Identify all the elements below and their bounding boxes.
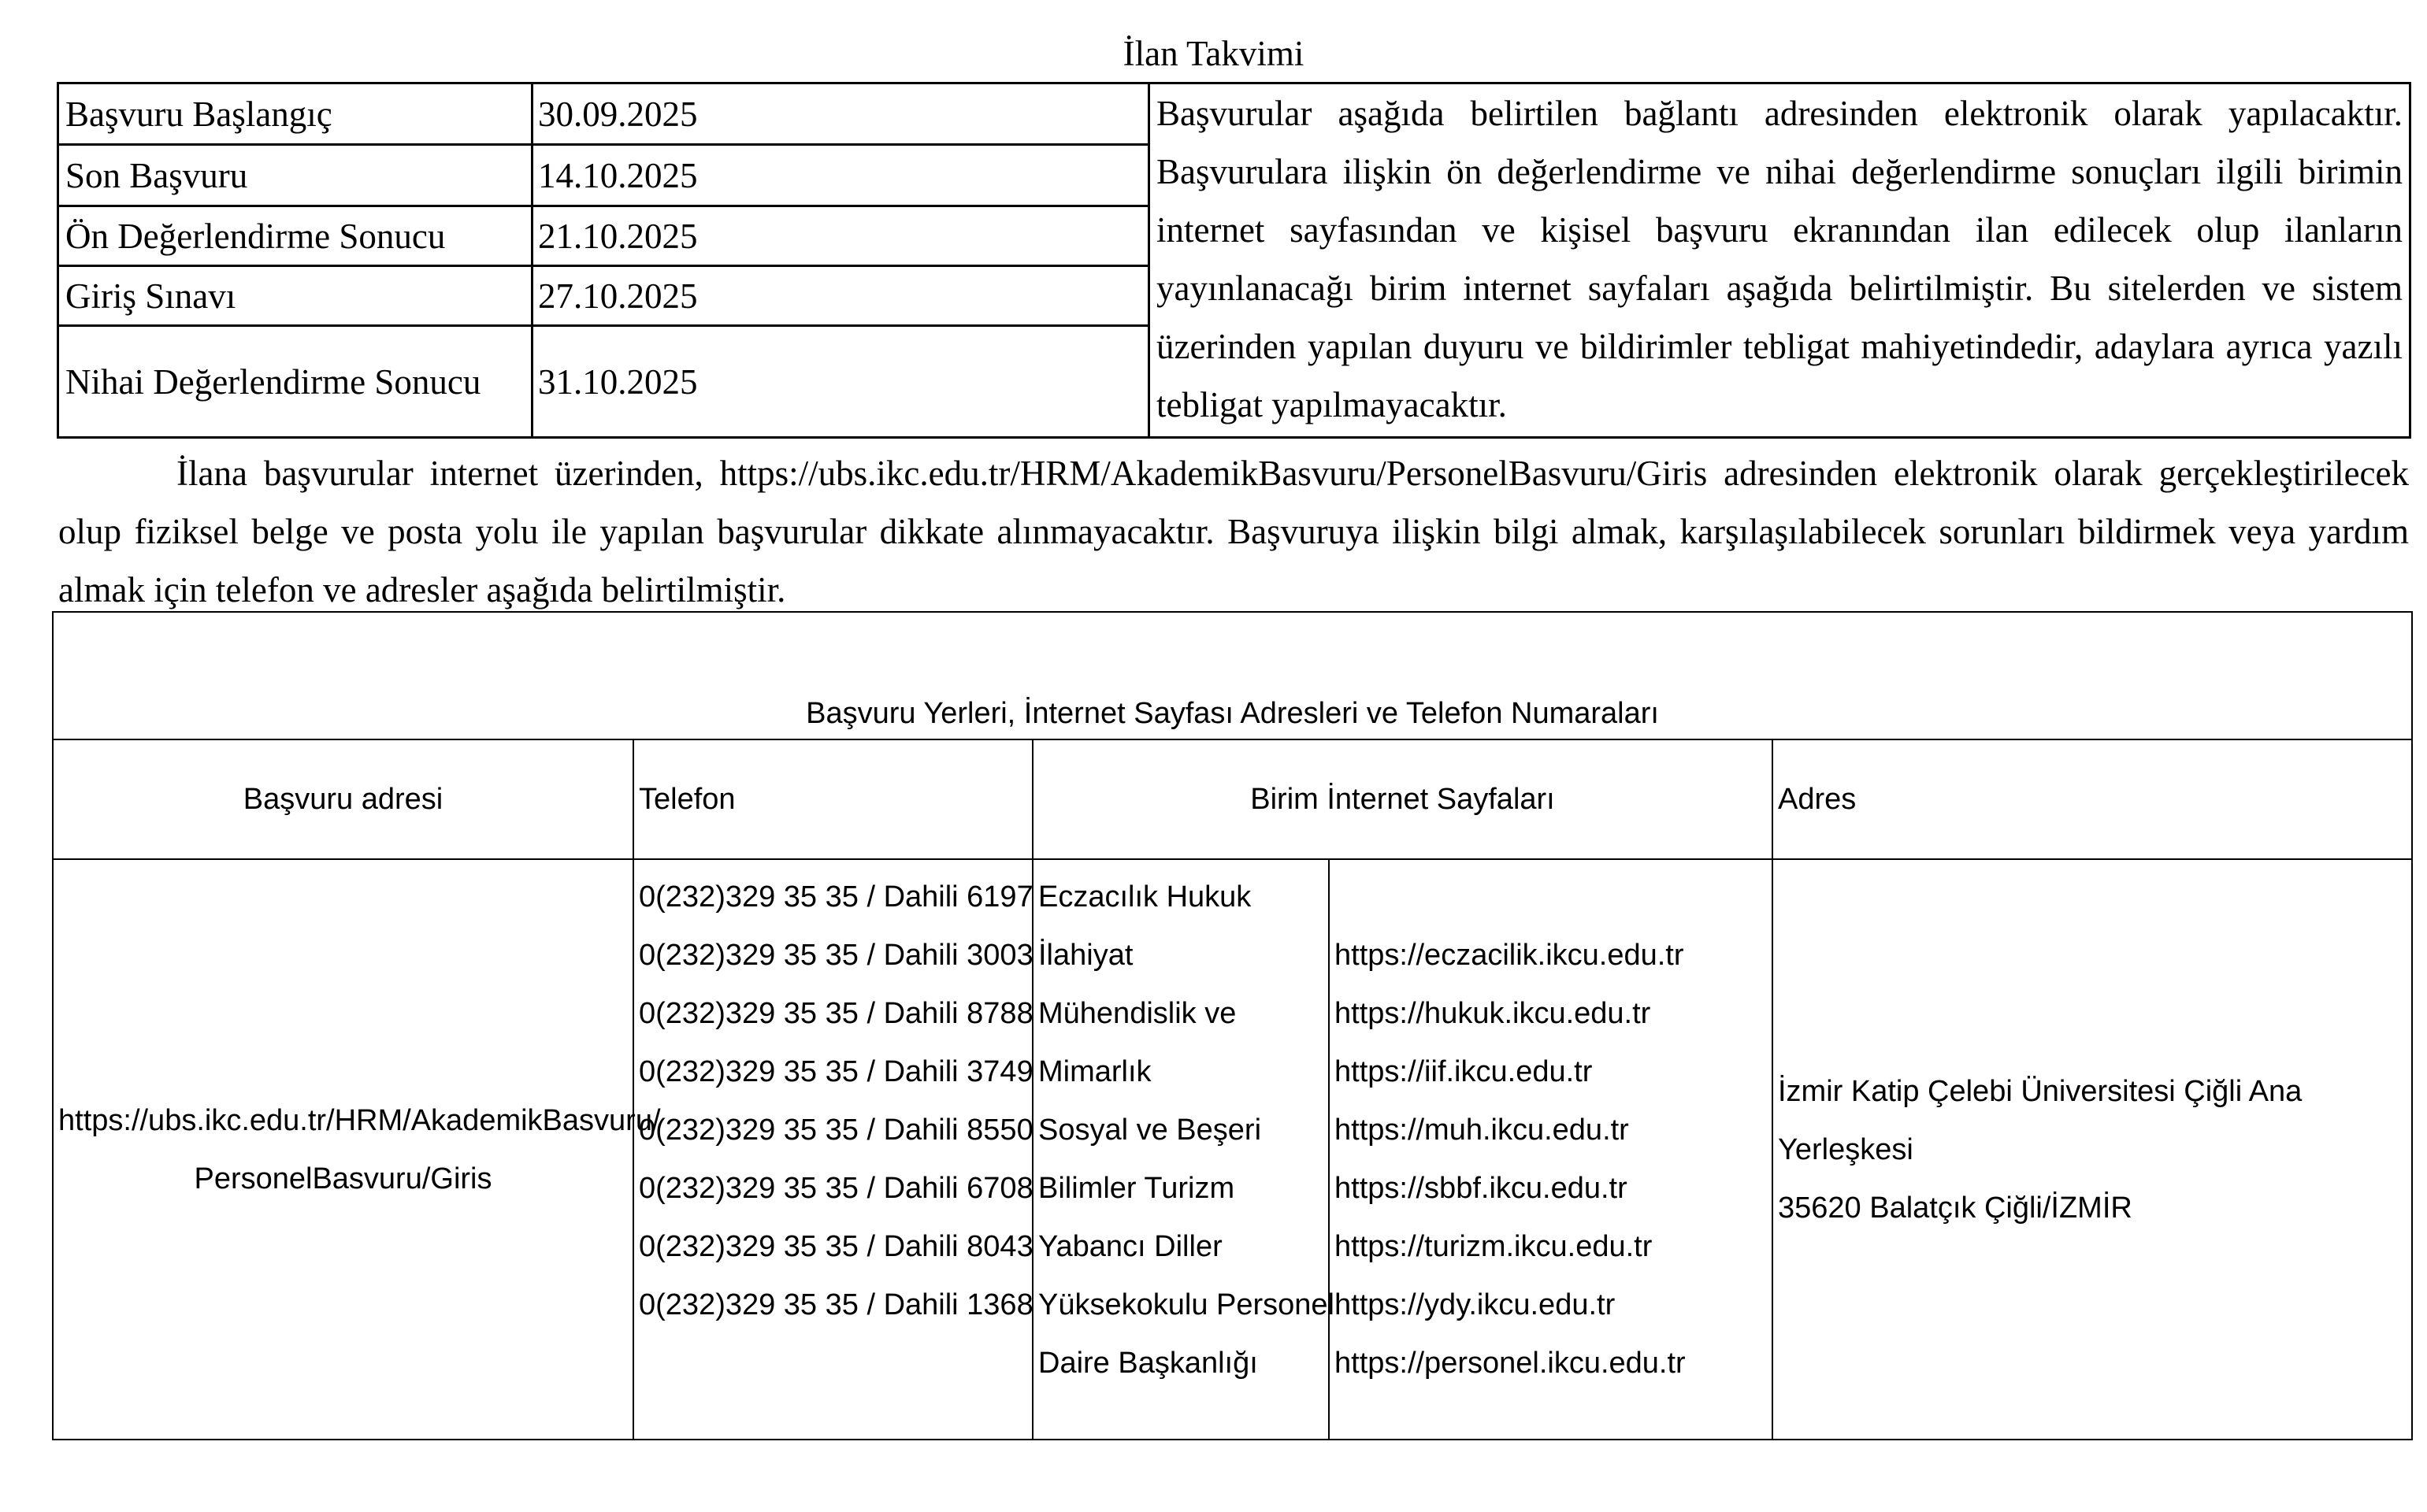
unit-url-link[interactable]: https://personel.ikcu.edu.tr [1334,1347,1686,1380]
page-title: İlan Takvimi [1123,34,1304,73]
application-address-cell [53,859,661,1440]
unit-name: Mühendislik ve [1038,997,1237,1030]
header-location: Adres [1772,739,2412,859]
contacts-table-caption: Başvuru Yerleri, İnternet Sayfası Adresleri ve Telefon Numaraları [53,612,2412,739]
unit-url-link[interactable]: https://ydy.ikcu.edu.tr [1334,1288,1616,1321]
phone-number: 0(232)329 35 35 / Dahili 8788 [639,997,1034,1030]
calendar-date: 21.10.2025 [533,206,1149,266]
unit-name: İlahiyat [1038,939,1134,972]
unit-name: Yüksekokulu Personel [1038,1288,1334,1321]
unit-names-cell [1033,859,1334,1440]
calendar-date: 27.10.2025 [533,266,1149,326]
calendar-label: Giriş Sınavı [58,266,533,326]
header-phone: Telefon [633,739,1033,859]
application-info-paragraph: İlana başvurular internet üzerinden, https://ubs.ikc.edu.tr/HRM/AkademikBasvuru/PersonelBasvuru/Giris adresinden elektronik olarak gerçekleştirilecek olup fiziksel belge ve posta yolu ile yapılan başvurular dikkate alınmayacaktır. Başvuruya ilişkin bilgi almak, karşılaşılabilecek sorunları bildirmek veya yardım almak için telefon ve adresler aşağıda belirtilmiştir. [58,454,2409,610]
unit-name: Eczacılık Hukuk [1038,880,1252,914]
application-url-line-2: PersonelBasvuru/Giris [194,1162,492,1195]
calendar-label: Ön Değerlendirme Sonucu [58,206,533,266]
phone-cell [633,859,1033,1440]
unit-name: Daire Başkanlığı [1038,1347,1258,1380]
calendar-date: 30.09.2025 [533,83,1149,145]
unit-url-link[interactable]: https://turizm.ikcu.edu.tr [1334,1230,1653,1263]
phone-number: 0(232)329 35 35 / Dahili 1368 [639,1288,1034,1321]
calendar-label: Son Başvuru [58,145,533,206]
calendar-row [58,83,2410,145]
unit-name: Sosyal ve Beşeri [1038,1114,1262,1147]
unit-name: Bilimler Turizm [1038,1172,1235,1205]
phone-number: 0(232)329 35 35 / Dahili 3749 [639,1055,1034,1088]
unit-name: Yabancı Diller [1038,1230,1223,1263]
location-line-1: İzmir Katip Çelebi Üniversitesi Çiğli Ana Yerleşkesi [1778,1074,2303,1166]
calendar-description: Başvurular aşağıda belirtilen bağlantı adresinden elektronik olarak yapılacaktır. Başvurulara ilişkin ön değerlendirme ve nihai değerlendirme sonuçları ilgili birimin internet sayfasından ve kişisel başvuru ekranından ilan edilecek olup ilanların yayınlanacağı birim internet sayfaları aşağıda belirtilmiştir. Bu sitelerden ve sistem üzerinden yapılan duyuru ve bildirimler tebligat mahiyetindedir, adaylara ayrıca yazılı tebligat yapılmayacaktır. [1149,83,2410,438]
calendar-label: Nihai Değerlendirme Sonucu [58,326,533,438]
unit-url-link[interactable]: https://sbbf.ikcu.edu.tr [1334,1172,1627,1205]
calendar-label: Başvuru Başlangıç [58,83,533,145]
unit-name: Mimarlık [1038,1055,1152,1088]
calendar-date: 31.10.2025 [533,326,1149,438]
phone-number: 0(232)329 35 35 / Dahili 6197 [639,880,1034,914]
contacts-table [52,611,2413,1440]
header-unit-web-pages: Birim İnternet Sayfaları [1033,739,1772,859]
phone-number: 0(232)329 35 35 / Dahili 6708 [639,1172,1034,1205]
header-application-address: Başvuru adresi [53,739,633,859]
phone-number: 0(232)329 35 35 / Dahili 8550 [639,1114,1034,1147]
unit-url-link[interactable]: https://muh.ikcu.edu.tr [1334,1114,1629,1147]
application-url-line-1: https://ubs.ikc.edu.tr/HRM/AkademikBasvuru/ [58,1103,661,1137]
phone-number: 0(232)329 35 35 / Dahili 8043 [639,1230,1034,1263]
unit-urls-cell [1329,859,1772,1440]
location-line-2: 35620 Balatçık Çiğli/İZMİR [1778,1191,2132,1225]
unit-url-link[interactable]: https://eczacilik.ikcu.edu.tr [1334,939,1684,972]
phone-number: 0(232)329 35 35 / Dahili 3003 [639,939,1034,972]
announcement-calendar-table [57,82,2411,439]
unit-url-link[interactable]: https://hukuk.ikcu.edu.tr [1334,997,1651,1030]
calendar-date: 14.10.2025 [533,145,1149,206]
unit-url-link[interactable]: https://iif.ikcu.edu.tr [1334,1055,1593,1088]
location-cell [1772,859,2412,1440]
